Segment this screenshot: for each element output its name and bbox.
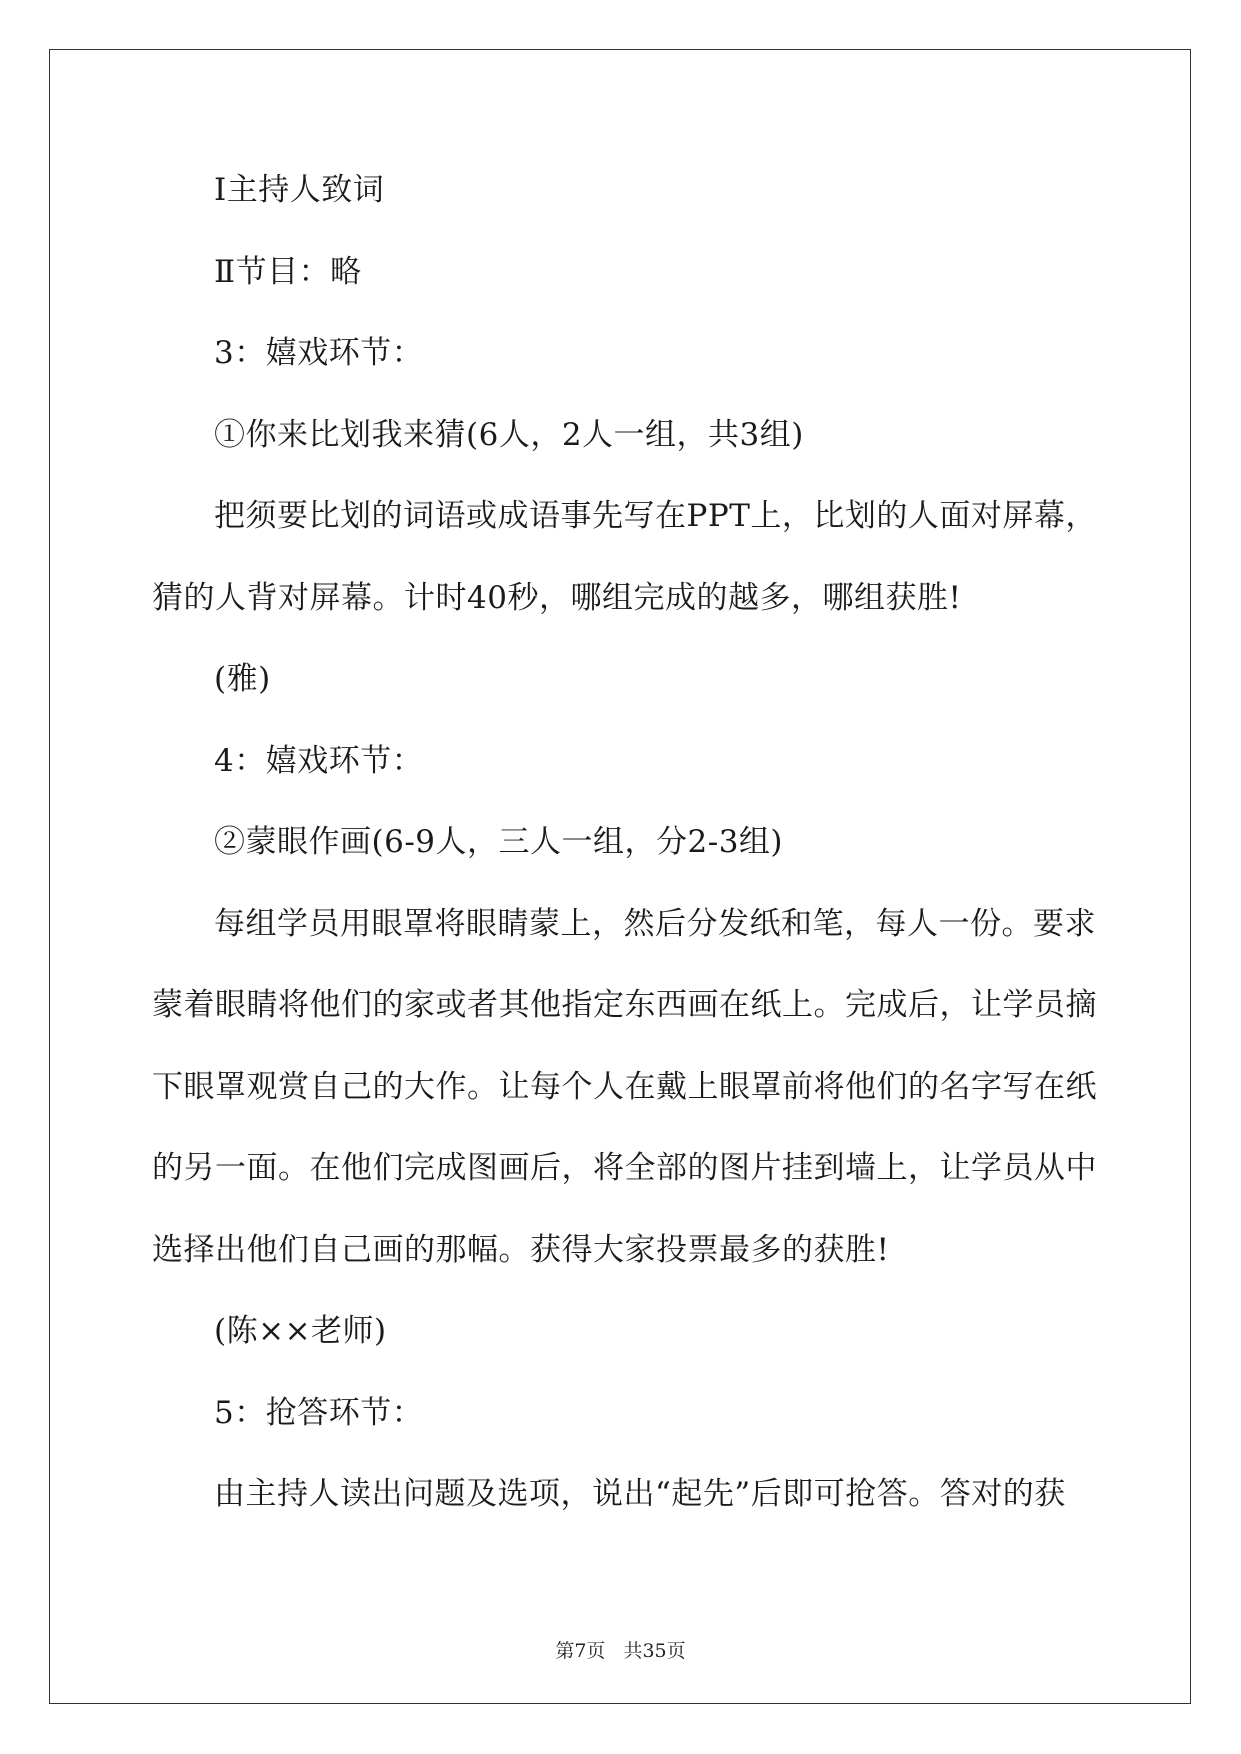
text-line: (雅) (214, 661, 271, 697)
text-line: Ⅰ主持人致词 (214, 172, 385, 208)
document-body (152, 160, 1097, 1546)
text-line: 由主持人读出问题及选项，说出“起先”后即可抢答。答对的获 (214, 1476, 1066, 1512)
text-line: 5：抢答环节： (214, 1394, 424, 1431)
text-line: 的另一面。在他们完成图画后，将全部的图片挂到墙上，让学员从中 (152, 1150, 1097, 1186)
text-line: ②蒙眼作画(6-9人，三人一组，分2-3组) (214, 824, 784, 860)
text-line: (陈××老师) (214, 1313, 387, 1349)
text-line: 把须要比划的词语或成语事先写在PPT上，比划的人面对屏幕， (214, 498, 1097, 534)
text-line: 蒙着眼睛将他们的家或者其他指定东西画在纸上。完成后，让学员摘 (152, 987, 1097, 1023)
text-line: 4：嬉戏环节： (214, 742, 424, 779)
text-line: 每组学员用眼罩将眼睛蒙上，然后分发纸和笔，每人一份。要求 (214, 905, 1096, 942)
text-line: 下眼罩观赏自己的大作。让每个人在戴上眼罩前将他们的名字写在纸 (152, 1068, 1097, 1105)
page-footer (0, 1636, 1241, 1663)
page-number: 第7页 (555, 1640, 606, 1662)
text-line: 3：嬉戏环节： (214, 335, 424, 371)
text-line: 选择出他们自己画的那幅。获得大家投票最多的获胜! (152, 1231, 890, 1268)
text-line: ①你来比划我来猜(6人，2人一组，共3组) (214, 416, 804, 453)
text-line: Ⅱ节目：略 (214, 253, 362, 290)
text-line: 猜的人背对屏幕。计时40秒，哪组完成的越多，哪组获胜! (152, 579, 962, 616)
total-pages: 共35页 (623, 1640, 686, 1662)
